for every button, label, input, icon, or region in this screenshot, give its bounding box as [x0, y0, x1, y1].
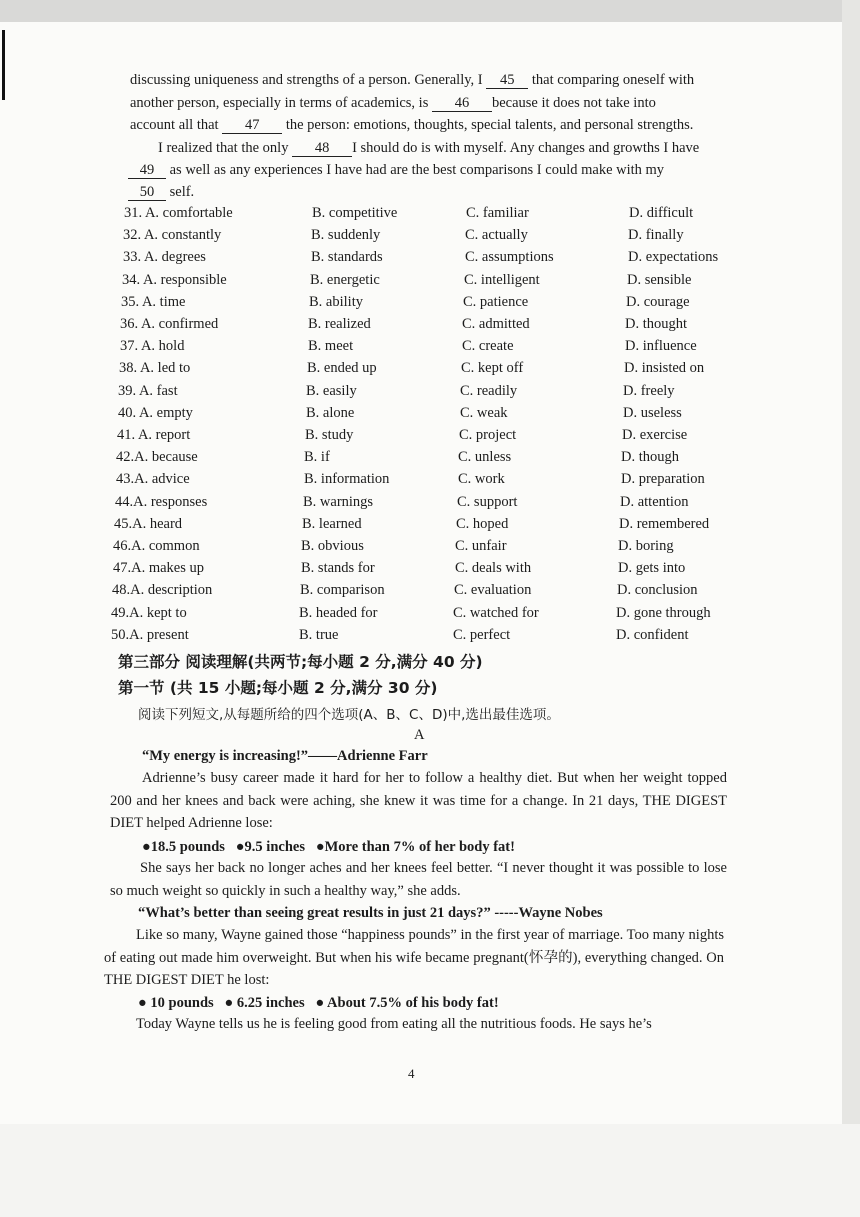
option-c: C. actually [465, 227, 528, 244]
option-b: B. ended up [307, 360, 377, 377]
option-c: C. weak [460, 404, 508, 421]
scan-edge-mark [2, 30, 5, 100]
option-row [120, 313, 840, 335]
option-b: B. learned [302, 515, 362, 532]
option-row [124, 202, 844, 224]
option-d: D. boring [618, 538, 674, 554]
text: discussing uniqueness and strengths of a person. Generally, I [130, 72, 483, 88]
blank-49: 49 [128, 162, 166, 179]
option-b: B. suddenly [311, 227, 381, 244]
option-d: D. expectations [628, 249, 719, 266]
option-b: B. warnings [303, 493, 374, 510]
option-row [113, 557, 833, 579]
option-a: 49.A. kept to [111, 604, 187, 621]
option-a: 48.A. description [112, 582, 213, 599]
option-c: C. assumptions [465, 249, 554, 266]
blank-47: 47 [222, 117, 282, 134]
option-d: D. conclusion [617, 582, 698, 599]
option-a: 40. A. empty [118, 404, 193, 421]
option-a: 33. A. degrees [123, 249, 206, 266]
option-row [123, 246, 843, 268]
option-d: D. courage [626, 293, 690, 310]
option-row [115, 491, 835, 513]
text: because it does not take into [491, 95, 656, 111]
text: another person, especially in terms of academics, is [130, 95, 429, 111]
option-row [112, 579, 832, 601]
passage-line-2 [130, 93, 656, 113]
passage-line-4 [158, 138, 699, 158]
option-b: B. easily [306, 382, 357, 399]
text: self. [169, 184, 195, 200]
option-b: B. study [305, 427, 354, 443]
passage-line-1 [130, 70, 694, 90]
option-c: C. unfair [455, 538, 507, 554]
option-d: D. useless [623, 404, 682, 421]
option-b: B. alone [306, 404, 355, 421]
option-b: B. true [299, 626, 339, 643]
option-a: 39. A. fast [118, 382, 178, 399]
option-c: C. evaluation [454, 582, 532, 599]
option-c: C. patience [463, 293, 529, 310]
article-paragraph-2: She says her back no longer aches and her knees feel better. “I never thought it was possible to lose so much weight so quickly in such a healthy way,” she adds. [110, 860, 727, 899]
passage-label: A [414, 727, 425, 743]
blank-45: 45 [486, 72, 528, 89]
option-row [113, 535, 833, 557]
option-b: B. stands for [301, 560, 375, 577]
scan-margin-bottom [0, 1124, 860, 1217]
article-paragraph-4: Today Wayne tells us he is feeling good from eating all the nutritious foods. He says he’s [136, 1016, 652, 1032]
option-a: 32. A. constantly [123, 227, 222, 244]
option-c: C. readily [460, 382, 518, 399]
article-paragraph-1: Adrienne’s busy career made it hard for her to follow a healthy diet. But when her weight topped 200 and her knees and back were aching, she knew it was time for a change. In 21 days, THE DIGEST DIET helped Adrienne lose: [110, 770, 727, 831]
option-row [111, 602, 831, 624]
option-c: C. kept off [461, 360, 524, 377]
option-b: B. obvious [301, 538, 364, 554]
scan-margin-right [842, 0, 860, 1217]
option-a: 46.A. common [113, 538, 200, 554]
option-d: D. exercise [622, 427, 688, 443]
option-b: B. meet [308, 338, 354, 355]
option-a: 50.A. present [111, 626, 189, 643]
text: as well as any experiences I have had are the best comparisons I could make with my [169, 162, 665, 178]
testimonial-heading-2: “What’s better than seeing great results in just 21 days?” -----Wayne Nobes [138, 905, 603, 921]
section-heading: 第三部分 阅读理解(共两节;每小题 2 分,满分 40 分) [118, 653, 483, 671]
text: account all that [130, 117, 219, 133]
option-c: C. unless [458, 449, 512, 466]
option-a: 43.A. advice [116, 471, 190, 488]
option-a: 42.A. because [116, 449, 198, 466]
option-d: D. difficult [629, 205, 694, 221]
option-b: B. information [304, 471, 390, 488]
option-row [111, 624, 831, 646]
option-c: C. watched for [453, 604, 539, 621]
option-c: C. support [457, 493, 518, 510]
option-d: D. remembered [619, 515, 710, 532]
option-row [118, 380, 838, 402]
passage-line-3 [130, 115, 693, 135]
passage-line-6 [128, 182, 194, 202]
page-number: 4 [408, 1066, 415, 1081]
option-c: C. create [462, 338, 514, 355]
option-row [114, 513, 834, 535]
option-b: B. if [304, 449, 330, 466]
option-b: B. headed for [299, 604, 378, 621]
text: I should do is with myself. Any changes and growths I have [352, 140, 700, 156]
option-d: D. finally [628, 227, 684, 244]
option-b: B. energetic [310, 271, 380, 288]
option-b: B. realized [308, 316, 371, 332]
stats-line-2: ● 10 pounds ● 6.25 inches ● About 7.5% of his body fat! [138, 995, 499, 1011]
option-d: D. gets into [618, 560, 686, 577]
passage-line-5 [128, 160, 664, 180]
blank-46: 46 [432, 95, 492, 112]
option-row [123, 224, 843, 246]
option-a: 45.A. heard [114, 515, 183, 532]
testimonial-heading-1: “My energy is increasing!”——Adrienne Farr [142, 748, 428, 764]
blank-48: 48 [292, 140, 352, 157]
option-row [118, 402, 838, 424]
option-a: 47.A. makes up [113, 560, 205, 577]
option-a: 36. A. confirmed [120, 316, 219, 332]
text: the person: emotions, thoughts, special talents, and personal strengths. [285, 117, 694, 133]
option-row [121, 291, 841, 313]
option-row [120, 335, 840, 357]
option-d: D. insisted on [624, 360, 705, 377]
option-c: C. admitted [462, 316, 530, 332]
option-a: 35. A. time [121, 293, 186, 310]
option-c: C. perfect [453, 626, 511, 643]
option-row [116, 446, 836, 468]
option-d: D. freely [623, 382, 675, 399]
option-b: B. ability [309, 293, 363, 310]
article-paragraph-3: Like so many, Wayne gained those “happiness pounds” in the first year of marriage. Too many nights of eating out made him overweight. But when his wife became pregnant(怀孕的), everything changed. On THE DIGEST DIET he lost: [104, 927, 724, 988]
option-d: D. influence [625, 338, 697, 355]
option-c: C. familiar [466, 205, 529, 221]
instruction-text: 阅读下列短文,从每题所给的四个选项(A、B、C、D)中,选出最佳选项。 [138, 707, 560, 723]
option-row [122, 269, 842, 291]
blank-50: 50 [128, 184, 166, 201]
option-a: 44.A. responses [115, 493, 208, 510]
option-row [117, 424, 837, 446]
option-d: D. sensible [627, 271, 692, 288]
option-a: 38. A. led to [119, 360, 191, 377]
option-b: B. competitive [312, 205, 398, 221]
text: that comparing oneself with [531, 72, 695, 88]
option-d: D. preparation [621, 471, 705, 488]
option-a: 41. A. report [117, 427, 191, 443]
option-a: 34. A. responsible [122, 271, 227, 288]
option-a: 37. A. hold [120, 338, 185, 355]
option-row [116, 468, 836, 490]
option-c: C. intelligent [464, 271, 540, 288]
option-b: B. standards [311, 249, 383, 266]
text: I realized that the only [158, 140, 289, 156]
option-row [119, 357, 839, 379]
option-d: D. gone through [616, 604, 711, 621]
option-c: C. work [458, 471, 505, 488]
subsection-heading: 第一节 (共 15 小题;每小题 2 分,满分 30 分) [118, 679, 438, 697]
stats-line-1: ●18.5 pounds ●9.5 inches ●More than 7% of her body fat! [142, 839, 515, 855]
option-c: C. deals with [455, 560, 532, 577]
option-d: D. though [621, 449, 679, 466]
option-c: C. project [459, 427, 517, 443]
option-d: D. thought [625, 316, 688, 332]
option-a: 31. A. comfortable [124, 205, 233, 221]
option-b: B. comparison [300, 582, 385, 599]
option-d: D. attention [620, 493, 689, 510]
option-c: C. hoped [456, 515, 509, 532]
option-d: D. confident [616, 626, 689, 643]
